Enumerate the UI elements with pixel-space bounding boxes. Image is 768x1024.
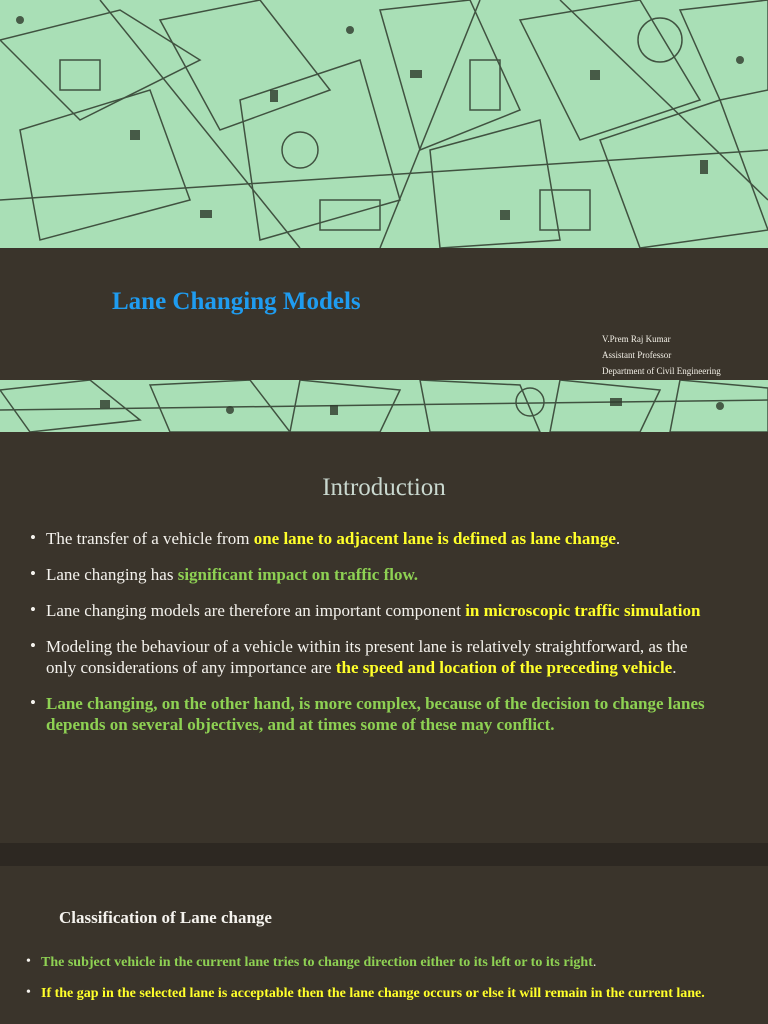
- list-item: [30, 636, 720, 678]
- bullet-highlight: one lane to adjacent lane is defined as lane change: [253, 529, 616, 548]
- classification-heading: Classification of Lane change: [59, 908, 272, 927]
- introduction-slide: [0, 432, 768, 843]
- list-item: [26, 985, 726, 1002]
- bullet-text: The subject vehicle in the current lane tries to change direction either to its left or to its right: [41, 955, 593, 970]
- city-banner-top: [0, 0, 768, 248]
- presentation-title: Lane Changing Models: [112, 288, 361, 315]
- author-block: [602, 331, 721, 379]
- bullet-text-end: .: [592, 955, 597, 970]
- author-role: Assistant Professor: [602, 350, 672, 360]
- bullet-highlight: the speed and location of the preceding vehicle: [335, 658, 673, 677]
- bullet-icon: •: [30, 693, 36, 712]
- introduction-heading: Introduction: [322, 474, 446, 501]
- bullet-text: The transfer of a vehicle from: [46, 529, 254, 548]
- list-item: [30, 564, 720, 585]
- bullet-text: Modeling the behaviour of a vehicle within its present lane is relatively straightforward, as the only considerations of any importance are: [46, 637, 688, 677]
- classification-bullet-list: [26, 954, 726, 1016]
- bullet-icon: •: [30, 528, 36, 547]
- bullet-icon: •: [26, 985, 31, 1000]
- title-slide: [0, 0, 768, 432]
- introduction-bullet-list: [30, 528, 720, 750]
- classification-slide: [0, 866, 768, 1024]
- slide-separator: [0, 843, 768, 866]
- list-item: [30, 693, 720, 735]
- bullet-highlight: significant impact on traffic flow.: [177, 565, 419, 584]
- bullet-highlight: Lane changing, on the other hand, is more complex, because of the decision to change lanes depends on several objectives, and at times some of these may conflict.: [46, 694, 705, 734]
- author-name: V.Prem Raj Kumar: [602, 334, 671, 344]
- city-banner-bottom: [0, 380, 768, 432]
- bullet-highlight: in microscopic traffic simulation: [465, 601, 701, 620]
- list-item: [26, 954, 726, 971]
- bullet-icon: •: [26, 954, 31, 969]
- bullet-icon: •: [30, 636, 36, 655]
- bullet-text-end: .: [672, 658, 677, 677]
- list-item: [30, 528, 720, 549]
- bullet-text: If the gap in the selected lane is acceptable then the lane change occurs or else it will remain in the current lane.: [41, 986, 705, 1001]
- list-item: [30, 600, 720, 621]
- bullet-text: Lane changing models are therefore an important component: [46, 601, 466, 620]
- bullet-text: Lane changing has: [46, 565, 178, 584]
- author-department: Department of Civil Engineering: [602, 366, 721, 376]
- bullet-icon: •: [30, 600, 36, 619]
- bullet-text-end: .: [615, 529, 621, 548]
- bullet-icon: •: [30, 564, 36, 583]
